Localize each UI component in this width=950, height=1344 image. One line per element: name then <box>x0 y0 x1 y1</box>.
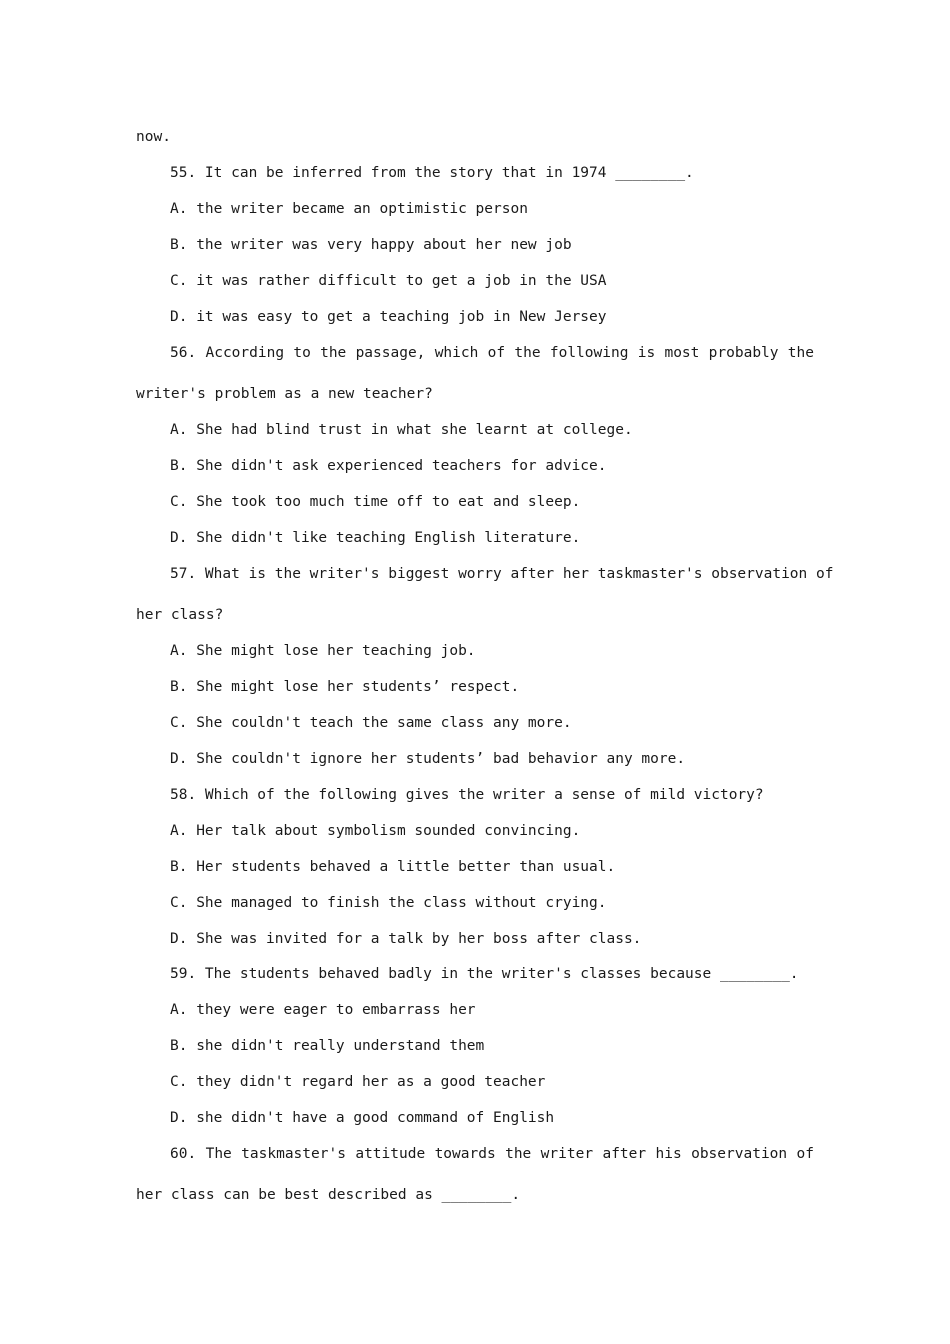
question-56: 56. According to the passage, which of the following is most probably the <box>170 345 814 361</box>
option-59-a: A. they were eager to embarrass her <box>170 1002 476 1018</box>
option-58-c: C. She managed to finish the class without crying. <box>170 895 607 911</box>
option-55-a: A. the writer became an optimistic person <box>170 201 528 217</box>
option-58-a: A. Her talk about symbolism sounded convincing. <box>170 823 581 839</box>
option-59-d: D. she didn't have a good command of English <box>170 1110 555 1126</box>
question-60-cont: her class can be best described as ________. <box>136 1187 521 1203</box>
option-55-b: B. the writer was very happy about her new job <box>170 237 572 253</box>
option-55-d: D. it was easy to get a teaching job in New Jersey <box>170 309 607 325</box>
text-line: now. <box>136 129 171 145</box>
option-57-c: C. She couldn't teach the same class any more. <box>170 715 572 731</box>
option-56-d: D. She didn't like teaching English literature. <box>170 530 581 546</box>
option-58-b: B. Her students behaved a little better than usual. <box>170 859 616 875</box>
option-58-d: D. She was invited for a talk by her boss after class. <box>170 931 642 947</box>
option-57-b: B. She might lose her students’ respect. <box>170 679 520 695</box>
option-55-c: C. it was rather difficult to get a job in the USA <box>170 273 607 289</box>
question-56-cont: writer's problem as a new teacher? <box>136 386 433 402</box>
question-55: 55. It can be inferred from the story that in 1974 ________. <box>170 165 694 181</box>
question-58: 58. Which of the following gives the writer a sense of mild victory? <box>170 787 764 803</box>
question-59: 59. The students behaved badly in the writer's classes because ________. <box>170 966 799 982</box>
option-56-a: A. She had blind trust in what she learnt at college. <box>170 422 633 438</box>
option-56-b: B. She didn't ask experienced teachers for advice. <box>170 458 607 474</box>
question-60: 60. The taskmaster's attitude towards the writer after his observation of <box>170 1146 814 1162</box>
question-57-cont: her class? <box>136 607 224 623</box>
option-59-c: C. they didn't regard her as a good teacher <box>170 1074 546 1090</box>
question-57: 57. What is the writer's biggest worry after her taskmaster's observation of <box>170 566 834 582</box>
option-59-b: B. she didn't really understand them <box>170 1038 485 1054</box>
option-57-a: A. She might lose her teaching job. <box>170 643 476 659</box>
option-57-d: D. She couldn't ignore her students’ bad behavior any more. <box>170 751 686 767</box>
option-56-c: C. She took too much time off to eat and sleep. <box>170 494 581 510</box>
